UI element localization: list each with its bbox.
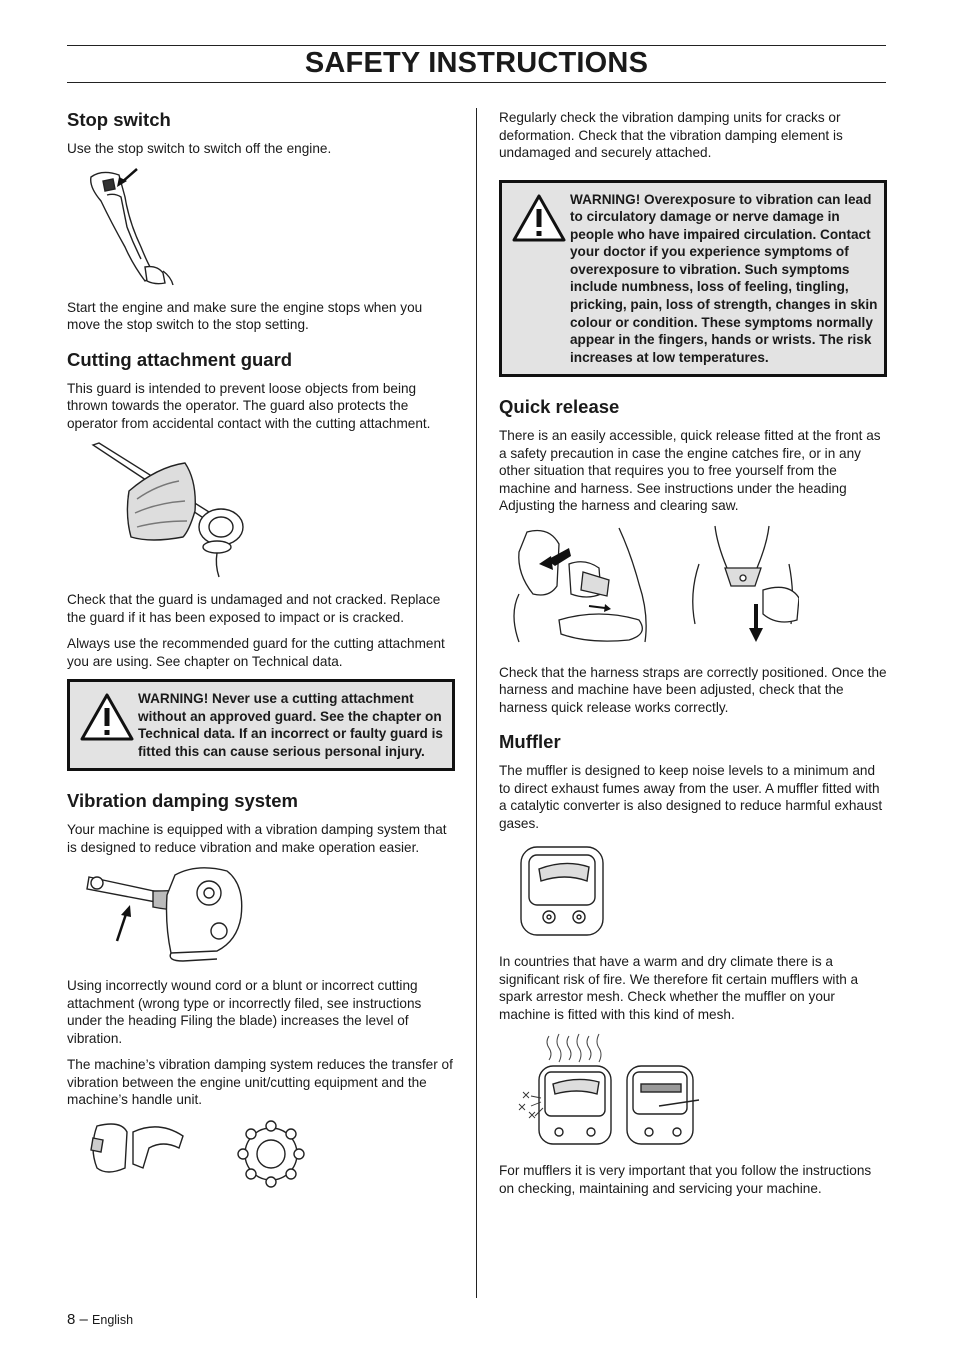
quick-release-text-2: Check that the harness straps are correctly positioned. Once the harness and machine have been adjusted, check that the harness quick release works correctly. <box>499 664 887 715</box>
vibration-warning-box <box>499 180 887 378</box>
page-title: SAFETY INSTRUCTIONS <box>304 47 649 79</box>
vibration-text-3: The machine’s vibration damping system reduces the transfer of vibration between the engine unit/cutting equipment and the machine’s handle unit. <box>67 1057 453 1108</box>
spark-arrestor-illustration <box>499 1032 719 1150</box>
quick-release-illustration <box>499 524 799 652</box>
vibration-heading: Vibration damping system <box>67 790 298 812</box>
vibration-check-text: Regularly check the vibration damping units for cracks or deformation. Check that the vibration damping element is undamaged and securely attached. <box>499 110 843 160</box>
warning-triangle-icon <box>76 690 138 760</box>
stop-switch-heading: Stop switch <box>67 109 171 130</box>
left-column <box>67 105 455 1202</box>
muffler-text-1: The muffler is designed to keep noise levels to a minimum and to direct exhaust fumes away from the user. A muffler fitted with a catalytic converter is also designed to reduce harmful exhaust gases. <box>499 763 883 831</box>
cutting-guard-text-2: Check that the guard is undamaged and not cracked. Replace the guard if it has been exposed to impact or is cracked. <box>67 592 441 625</box>
guard-warning-text: WARNING! Never use a cutting attachment without an approved guard. See the chapter on Technical data. If an incorrect or faulty guard is fitted this can cause serious personal injury. <box>138 691 443 759</box>
stop-switch-text-1: Use the stop switch to switch off the engine. <box>67 141 332 156</box>
quick-release-text-1: There is an easily accessible, quick release fitted at the front as a safety precaution in case the engine catches fire, or in any other situation that requires you to free yourself from the machine and harness. See instructions under the heading Adjusting the harness and clearing saw. <box>499 428 881 514</box>
title-underline <box>67 82 886 83</box>
stop-switch-illustration <box>67 167 207 287</box>
footer-language: English <box>92 1313 134 1327</box>
right-column <box>499 105 887 1206</box>
stop-switch-text-2: Start the engine and make sure the engine stops when you move the stop switch to the stop setting. <box>67 299 423 332</box>
damping-elements-illustration <box>67 1118 307 1190</box>
warning-triangle-icon <box>508 191 570 367</box>
cutting-guard-text-3: Always use the recommended guard for the cutting attachment you are using. See chapter on Technical data. <box>67 636 445 669</box>
cutting-guard-text-1: This guard is intended to prevent loose objects from being thrown towards the operator. The guard also protects the operator from accidental contact with the cutting attachment. <box>67 380 431 431</box>
page-footer <box>67 1311 133 1328</box>
page-number: 8 <box>67 1311 76 1328</box>
muffler-text-3: For mufflers it is very important that you follow the instructions on checking, maintaining and servicing your machine. <box>499 1163 872 1196</box>
column-divider <box>476 108 477 1298</box>
muffler-text-2: In countries that have a warm and dry climate there is a significant risk of fire. We therefore fit certain mufflers with a spark arrestor mesh. Check whether the muffler on your machine is fitted with this kind of mesh. <box>499 954 859 1022</box>
cutting-guard-illustration <box>67 441 267 579</box>
muffler-heading: Muffler <box>499 731 561 753</box>
vibration-text-2: Using incorrectly wound cord or a blunt or incorrect cutting attachment (wrong type or incorrectly filed, see instructions under the heading Filing the blade) increases the level of vibration. <box>67 978 422 1046</box>
vibration-warning-text: WARNING! Overexposure to vibration can lead to circulatory damage or nerve damage in people who have impaired circulation. Contact your doctor if you experience symptoms of overexposure to vibration. Such symptoms include numbness, loss of feeling, tingling, pricking, pain, loss of strength, changes in skin colour or condition. These symptoms normally appear in the fingers, hands or wrists. The risk increases at low temperatures. <box>570 191 878 365</box>
vibration-damper-illustration <box>67 865 257 965</box>
guard-warning-box <box>67 679 455 771</box>
muffler-illustration <box>499 841 619 941</box>
footer-dash: – <box>79 1311 88 1328</box>
cutting-guard-heading: Cutting attachment guard <box>67 348 293 370</box>
vibration-text-1: Your machine is equipped with a vibration damping system that is designed to reduce vibration and make operation easier. <box>67 822 447 855</box>
quick-release-heading: Quick release <box>499 396 620 418</box>
